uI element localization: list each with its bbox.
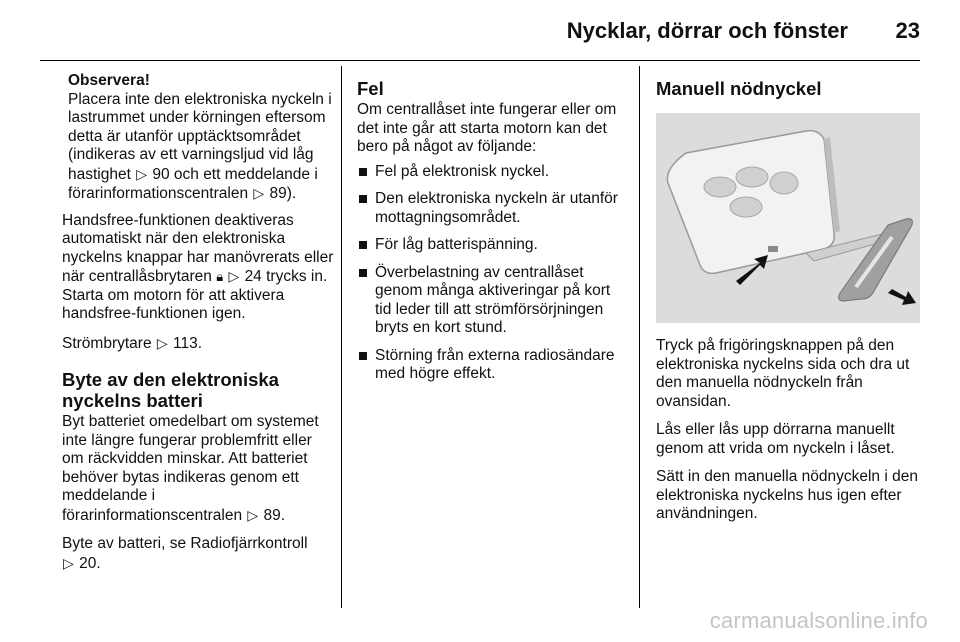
paragraph-text: Handsfree-funktionen deaktiveras automatiskt när den elektroniska nyckelns knappar har manövrerats eller när centrallåsbrytaren [62,211,334,285]
list-item: Överbelastning av centrallåset genom många aktiveringar på kort tid leder till att strömförsörjningen bryts en kort stund. [357,264,625,338]
column-middle [357,72,625,393]
paragraph-text: Strömbrytare [62,334,152,352]
arrow-ref-icon: ▷ [247,506,259,523]
note-box [62,72,336,204]
list-item: Fel på elektronisk nyckel. [357,163,625,182]
page-ref[interactable]: 20. [79,554,101,572]
key-card-illustration [656,113,920,323]
page-ref[interactable]: 24 [244,268,262,285]
paragraph [62,413,336,525]
page-title: Nycklar, dörrar och fönster [566,18,848,43]
note-ref[interactable]: 90 [152,165,170,183]
paragraph: Lås eller lås upp dörrarna manuellt genom att vrida om nyckeln i låset. [656,421,895,457]
paragraph: Tryck på frigöringsknappen på den elektroniska nyckelns sida och dra ut den manuella nödnyckeln från ovansidan. [656,337,910,410]
column-right [656,72,924,534]
column-divider [341,66,342,608]
section-heading: Manuell nödnyckel [656,78,822,99]
column-divider [639,66,640,608]
page-ref[interactable]: 89. [263,506,286,524]
section-heading: Fel [357,78,384,99]
lock-icon: 🔒︎ [216,269,224,284]
paragraph-text: Byt batteriet omedelbart om systemet inte längre fungerar problemfritt eller om räckvidden minskar. Att batteriet behöver bytas indikeras genom ett meddelande i förarinformationscentralen [62,413,319,524]
paragraph [62,334,336,354]
list-item: Störning från externa radiosändare med högre effekt. [357,347,625,384]
paragraph: Om centrallåset inte fungerar eller om det inte går att starta motorn kan det bero på något av följande: [357,101,617,155]
list-item: För låg batterispänning. [357,236,625,255]
page-number: 23 [895,18,920,43]
watermark: carmanualsonline.info [709,608,928,633]
page-ref[interactable]: 113. [173,334,203,352]
section-heading: Byte av den elektroniska nyckelns batteri [62,369,279,411]
header-rule [40,60,920,61]
paragraph: Sätt in den manuella nödnyckeln i den elektroniska nyckelns hus igen efter användningen. [656,468,918,522]
bullet-list [357,163,625,384]
arrow-ref-icon: ▷ [156,334,168,351]
note-body-mid: och ett meddelande i förarinformationscentralen [68,165,318,202]
paragraph-text: trycks in. Starta om motorn för att aktivera handsfree-funktionen igen. [62,268,328,322]
note-title: Observera! [68,72,150,89]
arrow-ref-icon: ▷ [228,268,240,284]
column-left [62,72,336,583]
paragraph-text: Byte av batteri, se Radiofjärrkontroll [62,535,308,552]
arrow-ref-icon: ▷ [63,554,74,571]
arrow-ref-icon: ▷ [253,185,265,201]
note-body: Placera inte den elektroniska nyckeln i lastrummet under körningen eftersom detta är utanför upptäcktsområdet (indikeras av ett varningsljud vid låg hastighet [68,90,332,183]
paragraph [62,212,336,324]
note-ref[interactable]: 89). [269,185,297,202]
arrow-ref-icon: ▷ [136,165,148,182]
list-item: Den elektroniska nyckeln är utanför mottagningsområdet. [357,190,625,227]
paragraph [62,535,336,573]
